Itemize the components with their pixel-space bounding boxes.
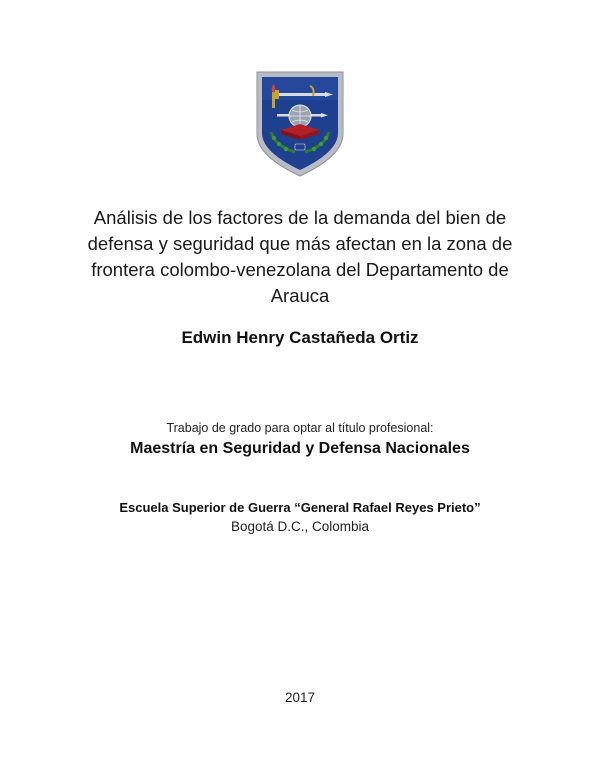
degree-intro: Trabajo de grado para optar al título profesional: [166, 421, 434, 435]
thesis-title-line: frontera colombo-venezolana del Departamento de [91, 259, 509, 280]
thesis-title-line: defensa y seguridad que más afectan en la zona de [87, 233, 513, 254]
institution-crest [255, 70, 345, 178]
thesis-title-line: Análisis de los factores de la demanda del bien de [93, 207, 507, 228]
publication-year: 2017 [284, 690, 316, 705]
institution-location: Bogotá D.C., Colombia [230, 519, 370, 534]
institution-name: Escuela Superior de Guerra “General Rafael Reyes Prieto” [119, 500, 481, 515]
crest-emblem-icon [255, 70, 345, 178]
thesis-title-line: Arauca [270, 285, 330, 306]
thesis-title [70, 205, 530, 309]
degree-name: Maestría en Seguridad y Defensa Nacionales [130, 440, 470, 457]
author-name: Edwin Henry Castañeda Ortiz [181, 328, 419, 347]
